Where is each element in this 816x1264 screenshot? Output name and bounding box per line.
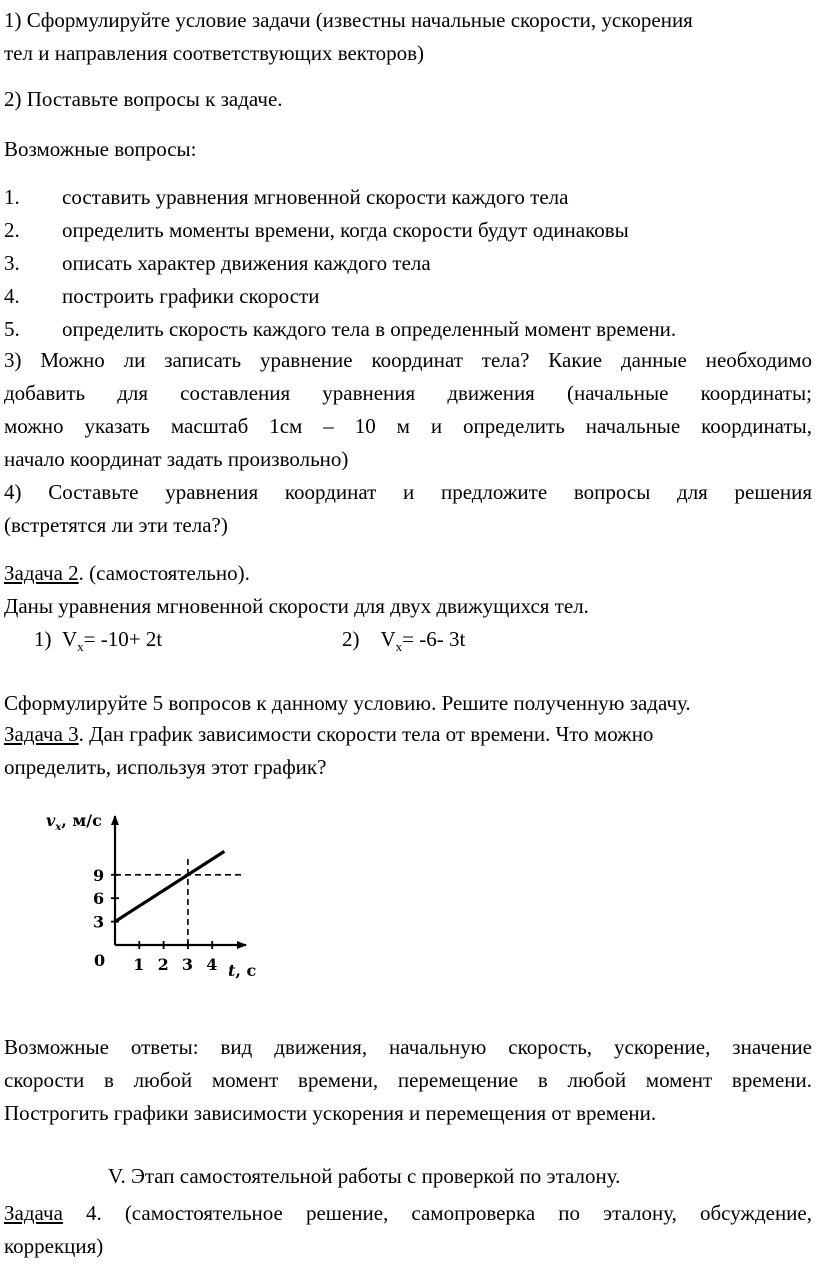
list-text: определить моменты времени, когда скорости будут одинаковы — [62, 218, 629, 242]
y-tick-label: 9 — [93, 865, 105, 885]
p3-line2: добавить для составления уравнения движения (начальные координаты; — [4, 381, 812, 405]
x-tick-label: 3 — [181, 955, 194, 974]
list-text: составить уравнения мгновенной скорости каждого тела — [62, 185, 569, 209]
y-tick-label: 6 — [93, 889, 105, 909]
task3-line2: определить, используя этот график? — [4, 755, 327, 779]
task2-given: Даны уравнения мгновенной скорости для двух движущихся тел. — [4, 594, 589, 618]
answers-line2: скорости в любой момент времени, перемещение в любой момент времени. — [4, 1068, 812, 1092]
task4-line1-rest: 4. (самостоятельное решение, самопроверка по эталону, обсуждение, — [62, 1201, 812, 1225]
equation-rest: = -10+ 2t — [83, 627, 163, 651]
x-tick-label: 2 — [157, 955, 169, 974]
list-number: 2. — [4, 218, 20, 242]
task2-instruction: Сформулируйте 5 вопросов к данному условию. Решите полученную задачу. — [4, 691, 691, 715]
questions-heading: Возможные вопросы: — [4, 137, 197, 161]
list-number: 3. — [4, 251, 20, 275]
p3-line3: можно указать масштаб 1см – 10 м и определить начальные координаты, — [4, 414, 812, 438]
stage5-heading: V. Этап самостоятельной работы с проверкой по эталону. — [108, 1164, 621, 1188]
task3-label: Задача 3 — [4, 722, 79, 746]
equation-1 — [34, 622, 162, 664]
p1-line2: тел и направления соответствующих векторов) — [4, 41, 425, 65]
p3-line1: 3) Можно ли записать уравнение координат тела? Какие данные необходимо — [4, 348, 812, 372]
equation-number: 1) — [34, 627, 52, 651]
series-line — [115, 851, 224, 921]
task4-line1 — [4, 1196, 812, 1230]
list-text: описать характер движения каждого тела — [62, 251, 431, 275]
equation-sub: x — [395, 639, 403, 655]
x-axis-label: t, с — [228, 961, 257, 980]
equation-var: V — [62, 627, 78, 651]
equation-sub: x — [77, 639, 84, 655]
origin-label: 0 — [94, 951, 106, 970]
p3-line4: начало координат задать произвольно) — [4, 447, 349, 471]
task2-label: Задача 2 — [4, 561, 79, 585]
velocity-time-graph — [30, 800, 290, 990]
task3-line1 — [4, 717, 812, 751]
list-number: 1. — [4, 185, 20, 209]
equation-var: V — [380, 627, 396, 651]
x-tick-label: 4 — [206, 955, 218, 974]
y-tick-label: 3 — [93, 912, 105, 932]
answers-line1: Возможные ответы: вид движения, начальную скорость, ускорение, значение — [4, 1035, 812, 1059]
equation-2 — [342, 622, 465, 664]
y-axis-label: $v_x$, м/с — [46, 811, 102, 833]
p4-line2: (встретятся ли эти тела?) — [4, 513, 228, 537]
equation-number: 2) — [342, 627, 360, 651]
p2: 2) Поставьте вопросы к задаче. — [4, 87, 283, 111]
list-number: 4. — [4, 284, 20, 308]
answers-line3: Построгить графики зависимости ускорения и перемещения от времени. — [4, 1101, 657, 1125]
list-text: построить графики скорости — [62, 284, 320, 308]
task2-suffix: . (самостоятельно). — [78, 561, 250, 585]
list-text: определить скорость каждого тела в определенный момент времени. — [62, 317, 677, 341]
task2-heading — [4, 556, 812, 590]
p4-line1: 4) Составьте уравнения координат и предложите вопросы для решения — [4, 480, 812, 504]
equation-rest: = -6- 3t — [402, 627, 466, 651]
task4-line2: коррекция) — [4, 1234, 104, 1258]
list-number: 5. — [4, 317, 20, 341]
task3-line1-rest: . Дан график зависимости скорости тела от времени. Что можно — [78, 722, 654, 746]
p1-line1: 1) Сформулируйте условие задачи (известны начальные скорости, ускорения — [4, 8, 693, 32]
task4-label: Задача — [4, 1201, 63, 1225]
x-tick-label: 1 — [133, 955, 145, 974]
